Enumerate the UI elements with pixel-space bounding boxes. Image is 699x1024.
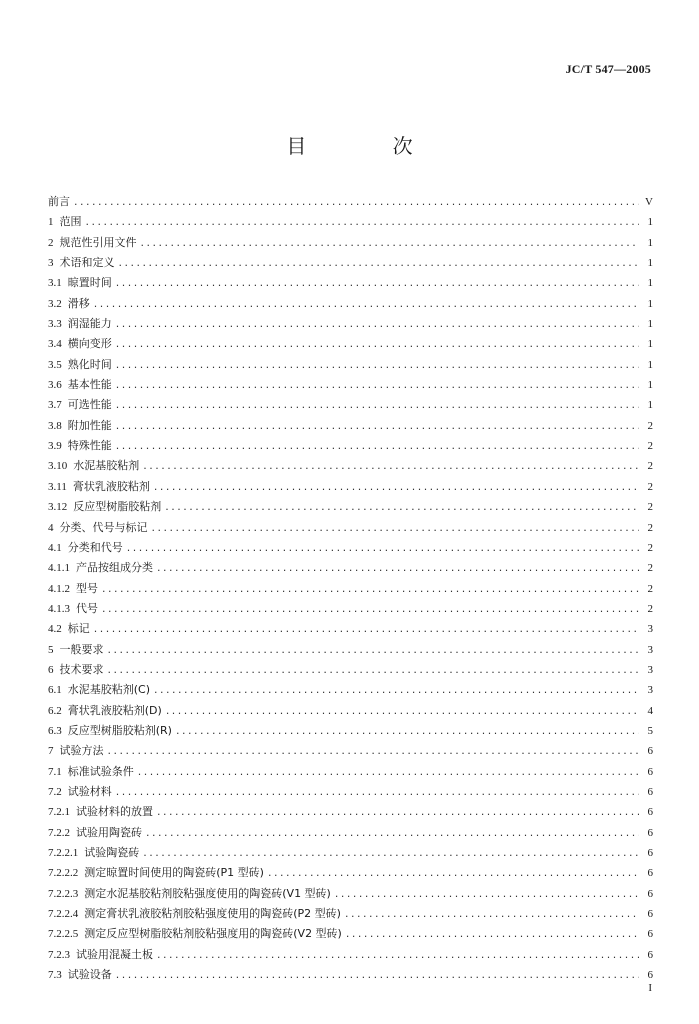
toc-entry-page: 6 [647,765,653,778]
toc-entry-page: 6 [647,847,653,859]
toc-entry-page: 2 [647,440,653,453]
toc-dot-leader [74,192,639,212]
toc-entry-label: 术语和定义 [59,256,115,270]
toc-dot-leader [166,701,639,721]
toc-entry-page: 1 [647,297,653,310]
toc-entry-number: 3 [48,257,54,270]
page-number: I [648,982,652,994]
toc-entry[interactable] [48,823,653,843]
toc-entry[interactable] [48,762,653,782]
toc-dot-leader [116,334,639,354]
toc-dot-leader [108,640,640,660]
toc-entry-number: 7.2.2.5 [48,928,79,941]
toc-entry-number: 7.2.2.3 [48,887,79,900]
toc-entry-number: 7.2.2 [48,826,70,839]
toc-entry-number: 4.1.3 [48,602,70,615]
toc-dot-leader [116,395,639,415]
toc-entry-label: 测定反应型树脂胶粘剂胶粘强度用的陶瓷砖(V2 型砖) [84,927,342,941]
toc-dot-leader [116,782,639,802]
toc-entry-page: 1 [647,216,653,229]
toc-entry-page: 5 [647,724,653,737]
toc-entry-page: 6 [647,826,653,839]
toc-dot-leader [176,721,639,741]
toc-entry-label: 滑移 [67,296,90,310]
toc-entry-label: 水泥基胶粘剂 [73,459,140,473]
toc-entry-page: 2 [647,480,653,493]
toc-entry-label: 标准试验条件 [67,764,134,778]
toc-entry[interactable] [48,273,653,293]
toc-entry-number: 4.2 [48,623,62,636]
toc-entry[interactable] [48,192,653,212]
toc-dot-leader [94,294,639,314]
toc-entry-number: 6.1 [48,684,62,697]
toc-dot-leader [116,273,639,293]
toc-entry-page: 1 [647,399,653,412]
toc-entry-number: 7.3 [48,969,62,982]
toc-entry-number: 7.2.2.4 [48,908,79,921]
toc-entry-number: 3.4 [48,338,62,351]
toc-dot-leader [157,558,639,578]
toc-entry-number: 4.1.2 [48,582,70,595]
toc-entry[interactable] [48,599,653,619]
toc-entry-number: 3.3 [48,318,62,331]
toc-dot-leader [116,355,639,375]
toc-entry-page: 1 [647,338,653,351]
toc-entry-number: 6.2 [48,704,62,717]
toc-entry[interactable] [48,497,653,517]
toc-entry-label: 一般要求 [59,642,104,656]
toc-entry-page: 1 [647,257,653,270]
toc-entry-label: 试验陶瓷砖 [84,846,140,859]
toc-entry-label: 润湿能力 [67,317,112,331]
toc-entry[interactable] [48,375,653,395]
toc-dot-leader [127,538,639,558]
toc-entry[interactable] [48,456,653,476]
toc-entry-page: 6 [647,806,653,819]
toc-entry-page: 2 [647,602,653,615]
toc-entry-label: 试验材料 [67,784,112,798]
toc-dot-leader [86,212,640,232]
toc-dot-leader [102,599,639,619]
toc-entry[interactable] [48,538,653,558]
toc-entry-number: 3.2 [48,297,62,310]
toc-dot-leader [119,253,640,273]
toc-entry-number: 3.10 [48,460,68,473]
toc-dot-leader [116,416,639,436]
toc-entry-page: 6 [647,867,653,880]
toc-entry-page: 6 [647,908,653,921]
table-of-contents [48,192,653,985]
toc-entry-label: 熟化时间 [67,357,112,371]
toc-entry[interactable] [48,619,653,639]
toc-dot-leader [346,924,639,944]
toc-dot-leader [268,863,639,883]
toc-entry-number: 7 [48,745,54,758]
toc-entry[interactable] [48,395,653,415]
toc-entry-number: 3.11 [48,480,67,493]
toc-entry-number: 3.8 [48,419,62,432]
toc-entry-page: 3 [647,663,653,676]
toc-dot-leader [154,680,639,700]
toc-entry-page: 2 [647,582,653,595]
toc-entry-page: 2 [647,562,653,575]
toc-entry-label: 试验设备 [67,968,112,982]
toc-entry-page: 6 [647,928,653,941]
toc-entry[interactable] [48,253,653,273]
toc-entry-label: 试验材料的放置 [76,805,153,819]
toc-entry[interactable] [48,640,653,660]
toc-entry-label: 反应型树脂胶粘剂(R) [67,723,172,737]
toc-entry[interactable] [48,802,653,822]
toc-entry[interactable] [48,334,653,354]
toc-entry-page: 3 [647,623,653,636]
toc-entry-page: V [645,196,653,208]
toc-entry-number: 5 [48,643,54,656]
toc-entry-number: 2 [48,236,54,249]
toc-entry-page: 1 [647,277,653,290]
toc-entry-label: 测定水泥基胶粘剂胶粘强度使用的陶瓷砖(V1 型砖) [84,886,331,900]
toc-entry[interactable] [48,782,653,802]
toc-entry-label: 试验用陶瓷砖 [76,825,142,839]
toc-entry-page: 2 [647,419,653,432]
toc-entry[interactable] [48,904,653,924]
toc-entry-number: 1 [48,216,54,229]
toc-entry[interactable] [48,579,653,599]
toc-entry[interactable] [48,843,653,863]
toc-entry-page: 3 [647,684,653,697]
toc-entry-page: 4 [647,704,653,717]
toc-entry-page: 1 [647,236,653,249]
toc-entry-number: 7.2 [48,785,62,798]
toc-entry-number: 3.6 [48,379,62,392]
toc-entry-page: 6 [647,745,653,758]
toc-entry-label: 附加性能 [67,418,112,432]
toc-entry[interactable] [48,924,653,944]
toc-dot-leader [152,518,640,538]
toc-entry[interactable] [48,477,653,497]
toc-dot-leader [141,233,640,253]
toc-dot-leader [102,579,639,599]
toc-entry-page: 2 [647,501,653,514]
toc-dot-leader [345,904,639,924]
toc-dot-leader [138,762,639,782]
toc-entry-label: 测定晾置时间使用的陶瓷砖(P1 型砖) [84,866,264,880]
toc-entry-label: 范围 [59,215,82,229]
toc-entry-number: 3.12 [48,501,68,514]
toc-entry[interactable] [48,701,653,721]
toc-entry-page: 1 [647,318,653,331]
toc-entry-number: 7.1 [48,765,62,778]
toc-entry-number: 7.2.1 [48,806,70,819]
toc-entry-label: 水泥基胶粘剂(C) [67,683,151,697]
toc-entry[interactable] [48,741,653,761]
toc-entry-label: 测定膏状乳液胶粘剂胶粘强度使用的陶瓷砖(P2 型砖) [84,907,341,921]
toc-entry[interactable] [48,660,653,680]
toc-dot-leader [116,436,639,456]
toc-dot-leader [116,375,639,395]
toc-entry-number: 3.7 [48,399,62,412]
toc-entry-label: 试验方法 [59,744,104,758]
toc-entry-page: 2 [647,541,653,554]
toc-entry-number: 3.9 [48,440,62,453]
toc-entry-page: 1 [647,358,653,371]
toc-entry-number: 3.5 [48,358,62,371]
toc-entry-label: 前言 [48,195,70,208]
toc-entry[interactable] [48,721,653,741]
toc-entry-page: 3 [647,643,653,656]
toc-entry[interactable] [48,436,653,456]
toc-entry-number: 4.1.1 [48,562,70,575]
toc-entry[interactable] [48,884,653,904]
toc-dot-leader [116,965,639,985]
toc-dot-leader [157,802,639,822]
toc-entry-label: 横向变形 [67,337,112,351]
toc-entry[interactable] [48,863,653,883]
toc-entry-label: 特殊性能 [67,439,112,453]
toc-entry-label: 试验用混凝土板 [76,947,153,961]
toc-entry-label: 标记 [67,622,90,636]
toc-entry-number: 6 [48,663,54,676]
toc-entry-label: 技术要求 [59,662,104,676]
toc-entry-label: 晾置时间 [67,276,112,290]
toc-entry-page: 6 [647,948,653,961]
toc-entry-page: 6 [647,969,653,982]
toc-entry[interactable] [48,680,653,700]
toc-entry-number: 3.1 [48,277,62,290]
toc-dot-leader [108,741,640,761]
toc-entry-number: 7.2.2.1 [48,847,79,859]
toc-entry-label: 分类和代号 [67,540,123,554]
toc-entry[interactable] [48,212,653,232]
toc-entry-label: 反应型树脂胶粘剂 [73,500,162,514]
toc-entry-page: 6 [647,887,653,900]
toc-dot-leader [157,945,639,965]
page-title: 目 次 [286,134,453,158]
toc-entry-number: 4.1 [48,541,62,554]
toc-entry[interactable] [48,558,653,578]
toc-entry[interactable] [48,416,653,436]
toc-entry[interactable] [48,355,653,375]
toc-dot-leader [154,477,639,497]
toc-entry[interactable] [48,965,653,985]
toc-entry[interactable] [48,233,653,253]
toc-entry-label: 规范性引用文件 [59,235,137,249]
toc-entry-page: 6 [647,785,653,798]
toc-entry-page: 1 [647,379,653,392]
toc-entry-label: 基本性能 [67,378,112,392]
toc-entry-label: 膏状乳液胶粘剂 [72,479,150,493]
toc-entry-number: 4 [48,521,54,534]
toc-dot-leader [94,619,639,639]
toc-dot-leader [143,456,639,476]
toc-dot-leader [143,843,639,863]
toc-entry-label: 代号 [76,601,98,615]
toc-entry[interactable] [48,945,653,965]
toc-entry-number: 6.3 [48,724,62,737]
toc-entry-label: 产品按组成分类 [76,561,153,575]
toc-dot-leader [165,497,639,517]
document-code: JC/T 547—2005 [565,62,651,76]
toc-entry-page: 2 [647,521,653,534]
toc-dot-leader [116,314,639,334]
toc-entry-label: 分类、代号与标记 [59,520,148,534]
toc-entry-label: 型号 [76,581,98,595]
toc-dot-leader [335,884,639,904]
toc-entry[interactable] [48,314,653,334]
toc-entry-number: 7.2.3 [48,948,70,961]
toc-entry-page: 2 [647,460,653,473]
toc-entry[interactable] [48,518,653,538]
toc-entry[interactable] [48,294,653,314]
toc-dot-leader [146,823,639,843]
toc-entry-label: 可选性能 [67,398,112,412]
toc-dot-leader [108,660,640,680]
toc-entry-number: 7.2.2.2 [48,867,79,880]
toc-entry-label: 膏状乳液胶粘剂(D) [67,703,162,717]
